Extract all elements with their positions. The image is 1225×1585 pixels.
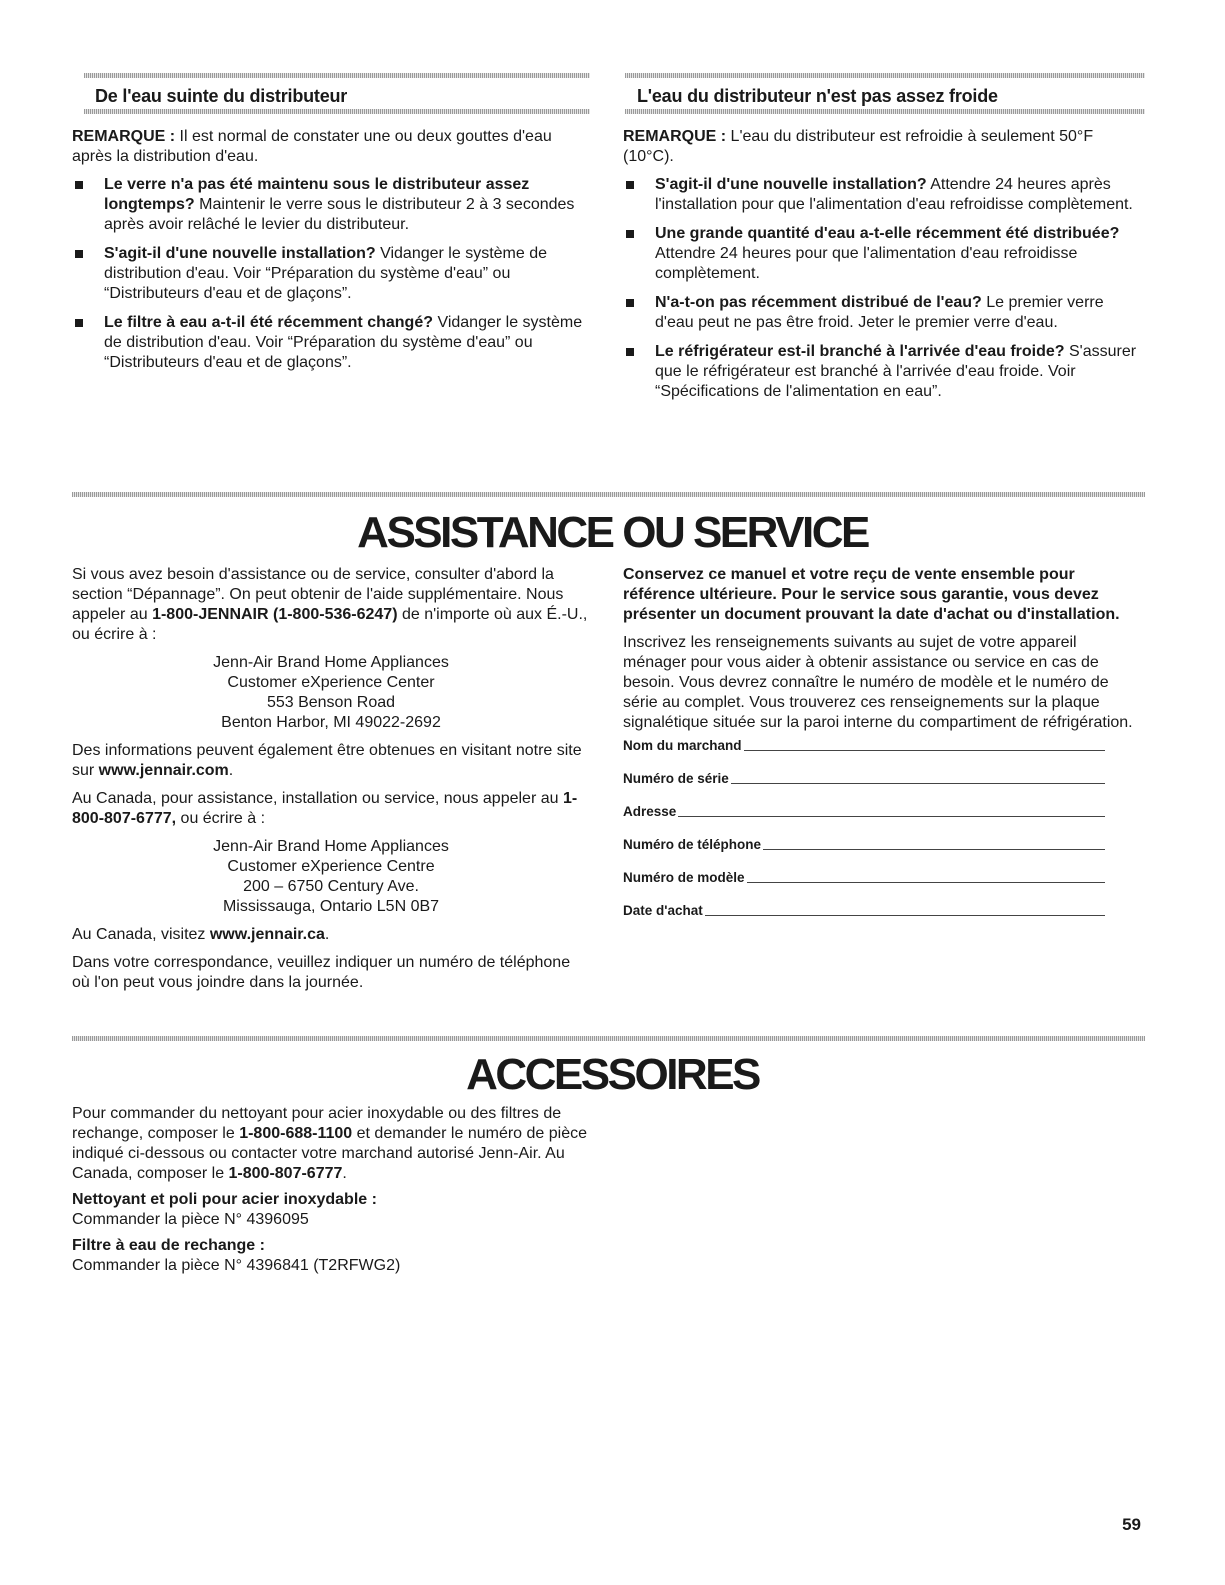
bullet-list (72, 175, 590, 373)
list-item: S'agit-il d'une nouvelle installation? Vidanger le système de distribution d'eau. Voir “Préparation du système d'eau” ou “Distributeurs d'eau et de glaçons”. (72, 244, 590, 304)
correspondance-paragraph: Dans votre correspondance, veuillez indiquer un numéro de téléphone où l'on peut vous joindre dans la journée. (72, 954, 571, 991)
canada-paragraph: Au Canada, pour assistance, installation ou service, nous appeler au 1-800-807-6777, ou écrire à : (72, 790, 578, 827)
square-bullet-icon (626, 348, 634, 356)
remarque-paragraph: REMARQUE : L'eau du distributeur est refroidie à seulement 50°F (10°C). (623, 128, 1094, 165)
form-field-dealer[interactable]: Nom du marchand (623, 721, 1105, 754)
section-divider (84, 109, 590, 114)
record-info-paragraph: Inscrivez les renseignements suivants au sujet de votre appareil ménager pour vous aider à obtenir assistance ou service en cas de besoin. Vous devrez connaître le numéro de modèle et le numéro de série au complet. Vous trouverez ces renseignements sur la plaque signalétique située sur la paroi interne du compartiment de réfrigération. (623, 634, 1133, 731)
form-field-model[interactable]: Numéro de modèle (623, 853, 1105, 886)
assistance-right-column (623, 565, 1143, 919)
info-form (623, 721, 1105, 919)
list-item: Le verre n'a pas été maintenu sous le distributeur assez longtemps? Maintenir le verre sous le distributeur 2 à 3 secondes après avoir relâché le levier du distributeur. (72, 175, 590, 235)
form-field-purchase-date[interactable]: Date d'achat (623, 886, 1105, 919)
us-address-block: Jenn-Air Brand Home Appliances Customer eXperience Center 553 Benson Road Benton Harbor, MI 49022-2692 (213, 654, 449, 731)
canada-website-link[interactable]: www.jennair.ca (209, 926, 325, 943)
section-heading: De l'eau suinte du distributeur (95, 86, 348, 106)
accessoires-intro: Pour commander du nettoyant pour acier inoxydable ou des filtres de rechange, composer le 1-800-688-1100 et demander le numéro de pièce indiqué ci-dessous ou contacter votre marchand autorisé Jenn-Air. Au Canada, composer le 1-800-807-6777. (72, 1105, 587, 1182)
form-field-address[interactable]: Adresse (623, 787, 1105, 820)
section-divider (72, 492, 1145, 497)
square-bullet-icon (626, 299, 634, 307)
page-title: ASSISTANCE OU SERVICE (357, 508, 868, 557)
bullet-list (623, 175, 1143, 402)
square-bullet-icon (626, 230, 634, 238)
page-number: 59 (1122, 1515, 1141, 1534)
list-item: Une grande quantité d'eau a-t-elle récemment été distribuée? Attendre 24 heures pour que l'alimentation d'eau refroidisse complètement. (623, 224, 1143, 284)
canada-address-block: Jenn-Air Brand Home Appliances Customer eXperience Centre 200 – 6750 Century Ave. Mississauga, Ontario L5N 0B7 (213, 838, 449, 915)
form-field-phone[interactable]: Numéro de téléphone (623, 820, 1105, 853)
square-bullet-icon (75, 250, 83, 258)
square-bullet-icon (75, 319, 83, 327)
remarque-paragraph: REMARQUE : Il est normal de constater une ou deux gouttes d'eau après la distribution d'eau. (72, 128, 552, 165)
section-divider (625, 73, 1145, 78)
list-item: Le réfrigérateur est-il branché à l'arrivée d'eau froide? S'assurer que le réfrigérateur est branché à l'arrivée d'eau froide. Voir “Spécifications de l'alimentation en eau”. (623, 342, 1143, 402)
list-item: Le filtre à eau a-t-il été récemment changé? Vidanger le système de distribution d'eau. Voir “Préparation du système d'eau” ou “Distributeurs d'eau et de glaçons”. (72, 313, 590, 373)
right-troubleshoot-column (623, 127, 1143, 411)
page-title: ACCESSOIRES (466, 1050, 759, 1099)
section-divider (84, 73, 590, 78)
website-link[interactable]: www.jennair.com (98, 762, 229, 779)
intro-paragraph: Si vous avez besoin d'assistance ou de service, consulter d'abord la section “Dépannage”. On peut obtenir de l'aide supplémentaire. Nous appeler au 1-800-JENNAIR (1-800-536-6247) de n'importe où aux É.-U., ou écrire à : (72, 566, 588, 643)
canada-website-paragraph: Au Canada, visitez www.jennair.ca. (72, 926, 330, 943)
square-bullet-icon (75, 181, 83, 189)
accessory-item: Filtre à eau de rechange : Commander la pièce N° 4396841 (T2RFWG2) (72, 1237, 401, 1274)
assistance-left-column (72, 565, 590, 1001)
accessoires-column (72, 1104, 590, 1276)
keep-manual-paragraph: Conservez ce manuel et votre reçu de vente ensemble pour référence ultérieure. Pour le service sous garantie, vous devez présenter un document prouvant la date d'achat ou d'installation. (623, 566, 1120, 623)
left-troubleshoot-column (72, 127, 590, 382)
accessory-item: Nettoyant et poli pour acier inoxydable : Commander la pièce N° 4396095 (72, 1191, 377, 1228)
section-heading: L'eau du distributeur n'est pas assez froide (637, 86, 998, 106)
list-item: N'a-t-on pas récemment distribué de l'eau? Le premier verre d'eau peut ne pas être froid. Jeter le premier verre d'eau. (623, 293, 1143, 333)
section-divider (625, 109, 1145, 114)
square-bullet-icon (626, 181, 634, 189)
website-paragraph: Des informations peuvent également être obtenues en visitant notre site sur www.jennair.com. (72, 742, 582, 779)
list-item: S'agit-il d'une nouvelle installation? Attendre 24 heures après l'installation pour que l'alimentation d'eau refroidisse complètement. (623, 175, 1143, 215)
form-field-serial[interactable]: Numéro de série (623, 754, 1105, 787)
section-divider (72, 1036, 1145, 1041)
